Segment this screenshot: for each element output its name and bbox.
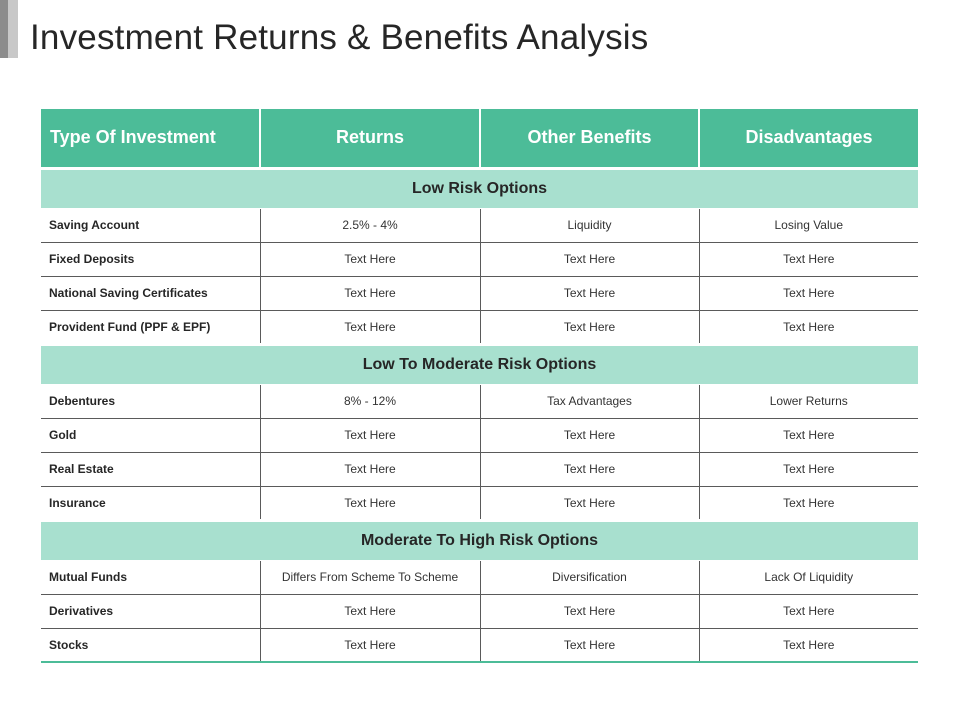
cell-other-benefits: Text Here — [480, 452, 699, 486]
title-accent-bar — [0, 0, 8, 58]
cell-returns: 2.5% - 4% — [260, 208, 480, 242]
cell-other-benefits: Text Here — [480, 418, 699, 452]
table-row — [41, 452, 918, 486]
page-title: Investment Returns & Benefits Analysis — [30, 18, 649, 57]
cell-disadvantages: Text Here — [699, 628, 918, 662]
cell-type: Provident Fund (PPF & EPF) — [41, 310, 260, 344]
cell-type: Real Estate — [41, 452, 260, 486]
cell-returns: 8% - 12% — [260, 384, 480, 418]
cell-returns: Text Here — [260, 418, 480, 452]
column-header-type: Type Of Investment — [41, 109, 260, 168]
header-row — [41, 109, 918, 168]
cell-disadvantages: Text Here — [699, 310, 918, 344]
cell-other-benefits: Text Here — [480, 594, 699, 628]
cell-other-benefits: Text Here — [480, 242, 699, 276]
cell-type: Fixed Deposits — [41, 242, 260, 276]
section-title: Moderate To High Risk Options — [41, 520, 918, 560]
table-header — [41, 109, 918, 168]
cell-other-benefits: Diversification — [480, 560, 699, 594]
cell-disadvantages: Text Here — [699, 276, 918, 310]
table-body — [41, 168, 918, 662]
cell-other-benefits: Liquidity — [480, 208, 699, 242]
cell-returns: Text Here — [260, 594, 480, 628]
cell-type: Stocks — [41, 628, 260, 662]
cell-disadvantages: Losing Value — [699, 208, 918, 242]
section-row — [41, 168, 918, 208]
cell-disadvantages: Text Here — [699, 594, 918, 628]
table-row — [41, 384, 918, 418]
cell-returns: Differs From Scheme To Scheme — [260, 560, 480, 594]
cell-disadvantages: Text Here — [699, 452, 918, 486]
cell-other-benefits: Text Here — [480, 310, 699, 344]
column-header-returns: Returns — [260, 109, 480, 168]
cell-returns: Text Here — [260, 310, 480, 344]
title-accent-bar-light — [8, 0, 18, 58]
cell-type: Saving Account — [41, 208, 260, 242]
cell-disadvantages: Lack Of Liquidity — [699, 560, 918, 594]
cell-type: National Saving Certificates — [41, 276, 260, 310]
cell-disadvantages: Text Here — [699, 486, 918, 520]
cell-other-benefits: Text Here — [480, 628, 699, 662]
table-row — [41, 594, 918, 628]
table-row — [41, 276, 918, 310]
cell-other-benefits: Tax Advantages — [480, 384, 699, 418]
section-row — [41, 344, 918, 384]
cell-returns: Text Here — [260, 628, 480, 662]
cell-disadvantages: Text Here — [699, 418, 918, 452]
section-row — [41, 520, 918, 560]
cell-other-benefits: Text Here — [480, 276, 699, 310]
cell-type: Insurance — [41, 486, 260, 520]
cell-returns: Text Here — [260, 276, 480, 310]
cell-returns: Text Here — [260, 452, 480, 486]
cell-returns: Text Here — [260, 486, 480, 520]
investment-table-container — [41, 109, 918, 663]
table-row — [41, 628, 918, 662]
section-title: Low Risk Options — [41, 168, 918, 208]
table-row — [41, 242, 918, 276]
cell-type: Mutual Funds — [41, 560, 260, 594]
cell-other-benefits: Text Here — [480, 486, 699, 520]
table-row — [41, 208, 918, 242]
cell-disadvantages: Lower Returns — [699, 384, 918, 418]
cell-returns: Text Here — [260, 242, 480, 276]
table-row — [41, 560, 918, 594]
table-row — [41, 418, 918, 452]
cell-disadvantages: Text Here — [699, 242, 918, 276]
column-header-other-benefits: Other Benefits — [480, 109, 699, 168]
table-row — [41, 310, 918, 344]
cell-type: Gold — [41, 418, 260, 452]
investment-table — [41, 109, 918, 663]
cell-type: Debentures — [41, 384, 260, 418]
section-title: Low To Moderate Risk Options — [41, 344, 918, 384]
table-row — [41, 486, 918, 520]
column-header-disadvantages: Disadvantages — [699, 109, 918, 168]
cell-type: Derivatives — [41, 594, 260, 628]
